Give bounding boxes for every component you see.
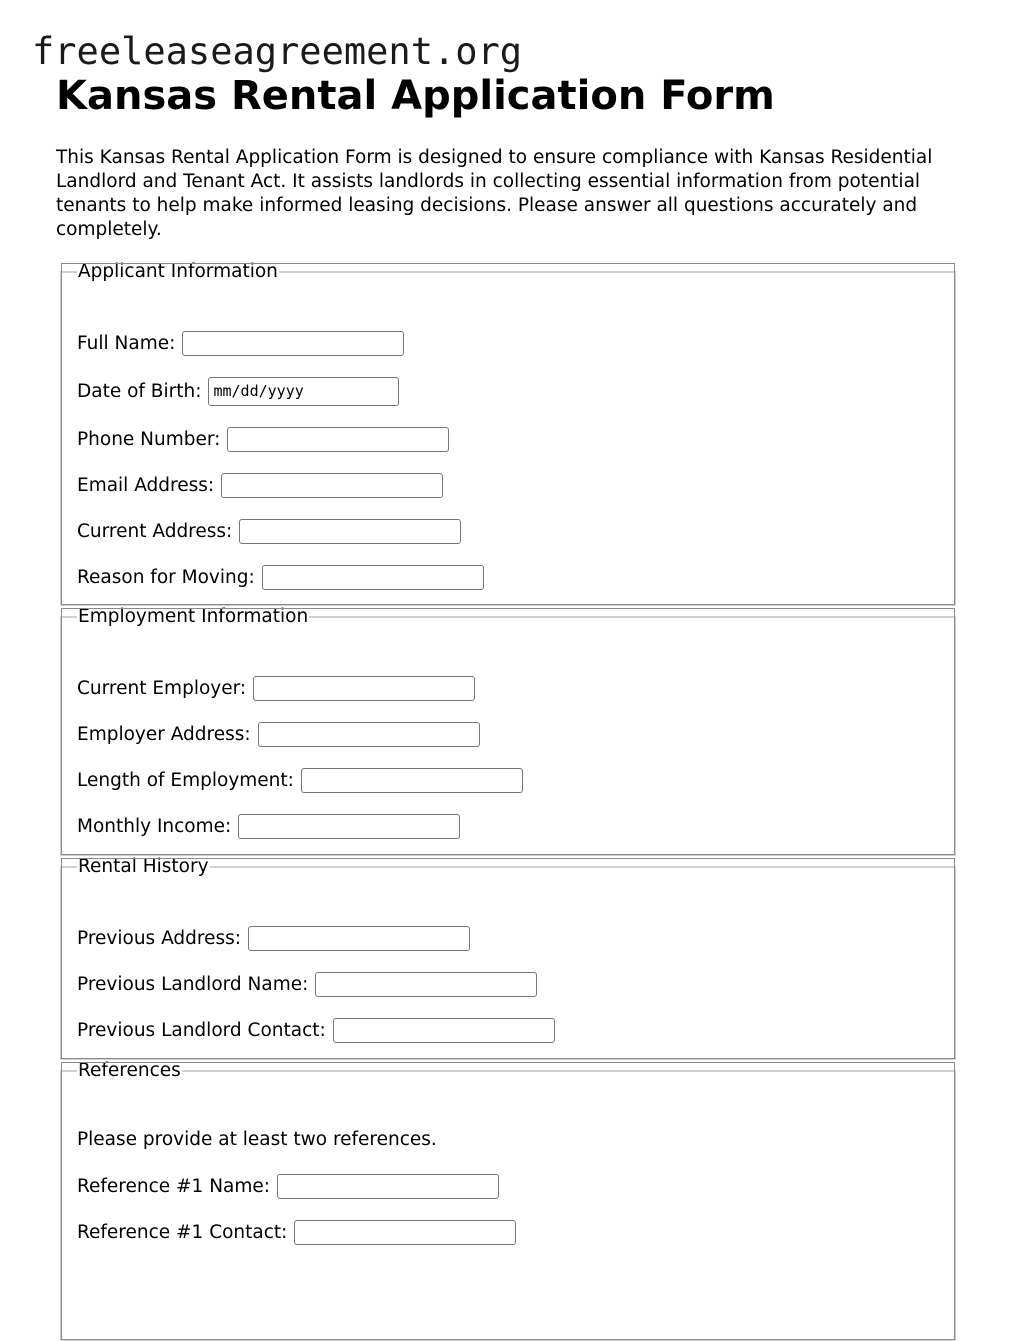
- prev-address-row: [77, 925, 470, 951]
- prev-contact-input[interactable]: [333, 1018, 555, 1043]
- prev-contact-label: Previous Landlord Contact:: [77, 1019, 326, 1041]
- prev-address-label: Previous Address:: [77, 927, 241, 949]
- ref1-contact-input[interactable]: [294, 1220, 516, 1245]
- prev-landlord-input[interactable]: [315, 972, 537, 997]
- phone-input[interactable]: [227, 427, 449, 452]
- rental-history-section: [60, 857, 956, 1060]
- ref1-name-input[interactable]: [277, 1174, 499, 1199]
- phone-label: Phone Number:: [77, 428, 221, 450]
- email-label: Email Address:: [77, 474, 215, 496]
- site-watermark: freeleaseagreement.org: [32, 30, 523, 73]
- email-input[interactable]: [221, 473, 443, 498]
- email-row: [77, 472, 443, 498]
- prev-landlord-label: Previous Landlord Name:: [77, 973, 309, 995]
- ref1-name-label: Reference #1 Name:: [77, 1175, 271, 1197]
- reason-label: Reason for Moving:: [77, 566, 255, 588]
- income-label: Monthly Income:: [77, 815, 232, 837]
- employer-label: Current Employer:: [77, 677, 247, 699]
- phone-row: [77, 426, 449, 452]
- current-address-label: Current Address:: [77, 520, 233, 542]
- full-name-row: [77, 330, 404, 356]
- current-address-row: [77, 518, 461, 544]
- employment-length-input[interactable]: [301, 768, 523, 793]
- ref1-name-row: [77, 1173, 499, 1199]
- employer-address-input[interactable]: [258, 722, 480, 747]
- references-section: [60, 1061, 956, 1341]
- dob-input[interactable]: [208, 377, 399, 406]
- employment-length-label: Length of Employment:: [77, 769, 294, 791]
- rental-history-legend: Rental History: [78, 856, 209, 877]
- dob-label: Date of Birth:: [77, 380, 202, 402]
- prev-address-input[interactable]: [248, 926, 470, 951]
- reason-input[interactable]: [262, 565, 484, 590]
- employer-address-row: [77, 721, 480, 747]
- employment-length-row: [77, 767, 523, 793]
- references-note: Please provide at least two references.: [77, 1129, 437, 1150]
- applicant-info-section: [60, 262, 956, 606]
- applicant-info-legend: Applicant Information: [78, 261, 278, 282]
- references-legend: References: [78, 1060, 181, 1081]
- employment-info-section: [60, 607, 956, 856]
- prev-landlord-row: [77, 971, 537, 997]
- employer-input[interactable]: [253, 676, 475, 701]
- employer-row: [77, 675, 475, 701]
- page-title: Kansas Rental Application Form: [56, 73, 775, 119]
- income-row: [77, 813, 460, 839]
- full-name-label: Full Name:: [77, 332, 176, 354]
- prev-contact-row: [77, 1017, 555, 1043]
- ref1-contact-row: [77, 1219, 516, 1245]
- reason-row: [77, 564, 484, 590]
- full-name-input[interactable]: [182, 331, 404, 356]
- intro-paragraph: This Kansas Rental Application Form is designed to ensure compliance with Kansas Residential Landlord and Tenant Act. It assists landlords in collecting essential information from potential tenants to help make informed leasing decisions. Please answer all questions accurately and completely.: [56, 147, 933, 240]
- employment-info-legend: Employment Information: [78, 606, 309, 627]
- dob-row: [77, 378, 399, 404]
- ref1-contact-label: Reference #1 Contact:: [77, 1221, 288, 1243]
- income-input[interactable]: [238, 814, 460, 839]
- employer-address-label: Employer Address:: [77, 723, 251, 745]
- current-address-input[interactable]: [239, 519, 461, 544]
